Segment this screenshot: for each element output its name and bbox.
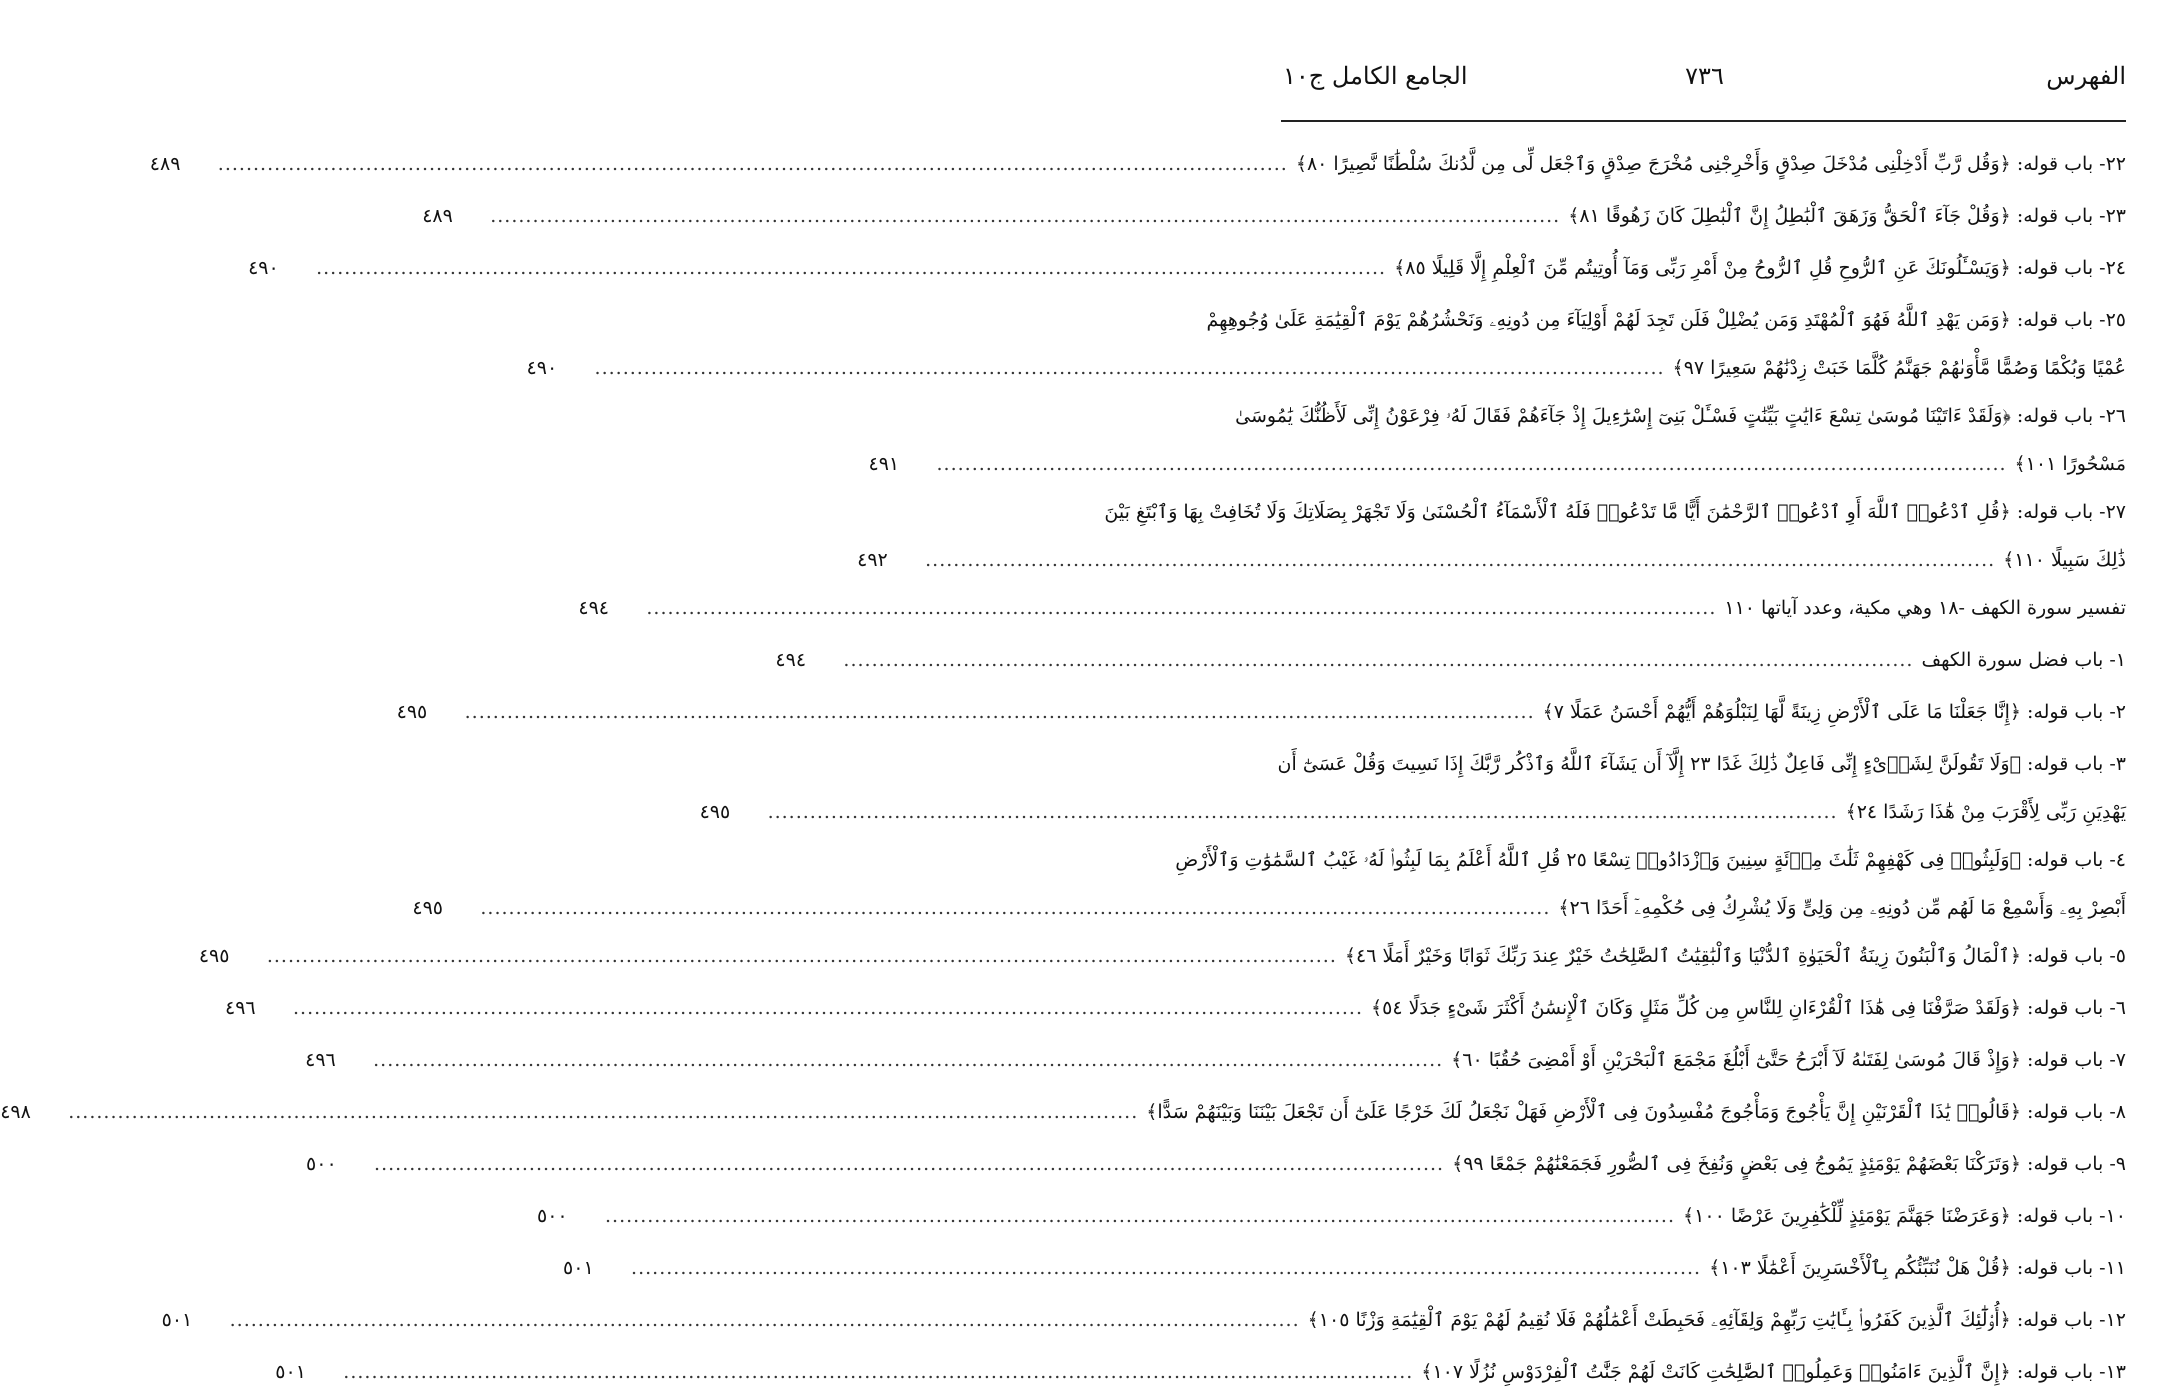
toc-page-number: ٤٩٤ [775,649,807,671]
toc-entry-line [1235,390,2126,442]
toc-entry-text: ١٠- باب قوله: ﴿وَعَرَضْنَا جَهَنَّمَ يَوْمَئِذٍ لِّلْكَٰفِرِينَ عَرْضًا ١٠٠﴾ [1683,1205,2126,1227]
leader-dots: ........................................................................................................................................................ [480,897,1551,919]
leader-dots: ........................................................................................................................................................ [767,801,1838,823]
toc-entry-line [868,442,2126,486]
leader-dots: ........................................................................................................................................................ [646,597,1717,619]
toc-page-number: ٤٩٥ [699,801,731,823]
leader-dots: ........................................................................................................................................................ [464,701,1535,723]
toc-page-number: ٤٩٢ [857,549,888,571]
toc-entry-text: ١١- باب قوله: ﴿قُلْ هَلْ نُنَبِّئُكُم بِٱلْأَخْسَرِينَ أَعْمَٰلًا ١٠٣﴾ [1709,1257,2126,1279]
toc-page-number: ٤٩١ [868,453,900,475]
leader-dots: ........................................................................................................................................................ [490,205,1561,227]
leader-dots: ........................................................................................................................................................ [373,1049,1444,1071]
toc-page-number: ٤٩٠ [526,357,558,379]
leader-dots: ........................................................................................................................................................ [229,1309,1300,1331]
leader-dots: ........................................................................................................................................................ [594,357,1665,379]
toc-entry-line [248,242,2126,294]
toc-page-number: ٥٠٠ [537,1205,568,1227]
toc-entry-line [775,634,2126,686]
toc-entry-text: ١- باب فضل سورة الكهف [1921,649,2126,671]
toc-entry-line [526,346,2126,390]
toc-page-number: ٥٠١ [563,1257,594,1279]
toc-entry-text: ٧- باب قوله: ﴿وَإِذْ قَالَ مُوسَىٰ لِفَتَىٰهُ لَآ أَبْرَحُ حَتَّىٰٓ أَبْلُغَ مَجْمَعَ ٱلْبَحْرَيْنِ أَوْ أَمْضِىَ حُقُبًا ٦٠﴾ [1451,1049,2126,1071]
toc-entry-text: ١٢- باب قوله: ﴿أُو۟لَٰٓئِكَ ٱلَّذِينَ كَفَرُوا۟ بِـَٔايَٰتِ رَبِّهِمْ وَلِقَآئِهِۦ فَحَبِطَتْ أَعْمَٰلُهُمْ فَلَا نُقِيمُ لَهُمْ يَوْمَ ٱلْقِيَٰمَةِ وَزْنًا ١٠٥﴾ [1307,1309,2126,1331]
toc-entry-line [422,190,2126,242]
toc-entry-line [563,1242,2126,1294]
toc-page-number: ٤٩٤ [578,597,609,619]
toc-entry-line [412,886,2126,930]
leader-dots: ........................................................................................................................................................ [217,153,1288,175]
toc-entry-line [161,1294,2126,1346]
toc-entry-text: ٢٧- باب قوله: ﴿قُلِ ٱدْعُوا۟ ٱللَّهَ أَوِ ٱدْعُوا۟ ٱلرَّحْمَٰنَ أَيًّا مَّا تَدْعُوا۟ فَلَهُ ٱلْأَسْمَآءُ ٱلْحُسْنَىٰ وَلَا تَجْهَرْ بِصَلَاتِكَ وَلَا تُخَافِتْ بِهَا وَٱبْتَغِ بَيْنَ [1104,501,2126,523]
toc-page-number: ٤٨٩ [422,205,453,227]
toc-entry-text: ٣- باب قوله: ﴿وَلَا تَقُولَنَّ لِشَا۟ىْءٍ إِنِّى فَاعِلٌ ذَٰلِكَ غَدًا ٢٣ إِلَّآ أَن يَشَآءَ ٱللَّهُ وَٱذْكُر رَّبَّكَ إِذَا نَسِيتَ وَقُلْ عَسَىٰٓ أَن [1277,753,2126,775]
leader-dots: ........................................................................................................................................................ [374,1153,1445,1175]
leader-dots: ........................................................................................................................................................ [936,453,2007,475]
leader-dots: ........................................................................................................................................................ [343,1361,1414,1383]
toc-page-number: ٤٩٠ [248,257,279,279]
toc-page-number: ٤٩٨ [0,1101,31,1123]
toc-entry-line [578,582,2126,634]
toc-entry-line [1104,486,2126,538]
toc-page-number: ٥٠١ [275,1361,306,1383]
leader-dots: ........................................................................................................................................................ [266,945,1337,967]
toc-entry-text: ٥- باب قوله: ﴿ٱلْمَالُ وَٱلْبَنُونَ زِينَةُ ٱلْحَيَوٰةِ ٱلدُّنْيَا وَٱلْبَٰقِيَٰتُ ٱلصَّٰلِحَٰتُ خَيْرٌ عِندَ رَبِّكَ ثَوَابًا وَخَيْرٌ أَمَلًا ٤٦﴾ [1344,945,2126,967]
toc-page-number: ٥٠٠ [306,1153,337,1175]
toc-entry-text: ١٣- باب قوله: ﴿إِنَّ ٱلَّذِينَ ءَامَنُوا۟ وَعَمِلُوا۟ ٱلصَّٰلِحَٰتِ كَانَتْ لَهُمْ جَنَّٰتُ ٱلْفِرْدَوْسِ نُزُلًا ١٠٧﴾ [1421,1361,2126,1383]
leader-dots: ........................................................................................................................................................ [293,997,1364,1019]
toc-entry-text: ٢٦- باب قوله: ﴿وَلَقَدْ ءَاتَيْنَا مُوسَىٰ تِسْعَ ءَايَٰتٍ بَيِّنَٰتٍ فَسْـَٔلْ بَنِىٓ إِسْرَٰٓءِيلَ إِذْ جَآءَهُمْ فَقَالَ لَهُۥ فِرْعَوْنُ إِنِّى لَأَظُنُّكَ يَٰمُوسَىٰ [1235,405,2126,427]
leader-dots: ........................................................................................................................................................ [631,1257,1702,1279]
toc-entry-line [305,1034,2126,1086]
toc-entry-line [1175,834,2126,886]
toc-page-number: ٤٩٦ [305,1049,336,1071]
toc-entry-text: ٢٥- باب قوله: ﴿وَمَن يَهْدِ ٱللَّهُ فَهُوَ ٱلْمُهْتَدِ وَمَن يُضْلِلْ فَلَن تَجِدَ لَهُمْ أَوْلِيَآءَ مِن دُونِهِۦ وَنَحْشُرُهُمْ يَوْمَ ٱلْقِيَٰمَةِ عَلَىٰ وُجُوهِهِمْ [1206,309,2126,331]
table-of-contents [0,138,2126,1398]
section-title: الفهرس [2046,62,2126,90]
toc-entry-text: ٦- باب قوله: ﴿وَلَقَدْ صَرَّفْنَا فِى هَٰذَا ٱلْقُرْءَانِ لِلنَّاسِ مِن كُلِّ مَثَلٍ وَكَانَ ٱلْإِنسَٰنُ أَكْثَرَ شَىْءٍ جَدَلًا ٥٤﴾ [1371,997,2126,1019]
toc-entry-text: مَسْحُورًا ١٠١﴾ [2014,453,2126,475]
leader-dots: ........................................................................................................................................................ [316,257,1387,279]
toc-page-number: ٤٩٥ [396,701,428,723]
leader-dots: ........................................................................................................................................................ [68,1101,1139,1123]
toc-entry-line [1277,738,2126,790]
toc-entry-text: ٢٤- باب قوله: ﴿وَيَسْـَٔلُونَكَ عَنِ ٱلرُّوحِ قُلِ ٱلرُّوحُ مِنْ أَمْرِ رَبِّى وَمَآ أُوتِيتُم مِّنَ ٱلْعِلْمِ إِلَّا قَلِيلًا ٨٥﴾ [1394,257,2126,279]
toc-entry-line [396,686,2126,738]
toc-entry-text: ٨- باب قوله: ﴿قَالُوا۟ يَٰذَا ٱلْقَرْنَيْنِ إِنَّ يَأْجُوجَ وَمَأْجُوجَ مُفْسِدُونَ فِى ٱلْأَرْضِ فَهَلْ نَجْعَلُ لَكَ خَرْجًا عَلَىٰٓ أَن تَجْعَلَ بَيْنَنَا وَبَيْنَهُمْ سَدًّا﴾ [1146,1101,2126,1123]
toc-page-number: ٤٩٦ [225,997,256,1019]
toc-entry-text: أَبْصِرْ بِهِۦ وَأَسْمِعْ مَا لَهُم مِّن دُونِهِۦ مِن وَلِىٍّ وَلَا يُشْرِكُ فِى حُكْمِهِۦٓ أَحَدًا ٢٦﴾ [1558,897,2126,919]
toc-entry-text: عُمْيًا وَبُكْمًا وَصُمًّا مَّأْوَىٰهُمْ جَهَنَّمُ كُلَّمَا خَبَتْ زِدْنَٰهُمْ سَعِيرًا ٩٧﴾ [1672,357,2126,379]
toc-entry-line [1206,294,2126,346]
toc-entry-line [857,538,2126,582]
book-title: الجامع الكامل ج١٠ [1283,62,1468,90]
leader-dots: ........................................................................................................................................................ [843,649,1914,671]
toc-entry-text: تفسير سورة الكهف -١٨ وهي مكية، وعدد آياتها ١١٠ [1724,597,2126,619]
page-header [1283,62,2126,102]
toc-entry-line [198,930,2126,982]
toc-page-number: ٤٩٥ [198,945,230,967]
toc-entry-line [225,982,2126,1034]
toc-entry-text: ٤- باب قوله: ﴿وَلَبِثُوا۟ فِى كَهْفِهِمْ ثَلَٰثَ مِا۟ئَةٍ سِنِينَ وَٱزْدَادُوا۟ تِسْعًا ٢٥ قُلِ ٱللَّهُ أَعْلَمُ بِمَا لَبِثُوا۟ لَهُۥ غَيْبُ ٱلسَّمَٰوَٰتِ وَٱلْأَرْضِ [1175,849,2126,871]
header-rule [1281,120,2126,122]
toc-entry-line [306,1138,2126,1190]
toc-page-number: ٤٨٩ [149,153,181,175]
toc-entry-text: ذَٰلِكَ سَبِيلًا ١١٠﴾ [2003,549,2126,571]
toc-page-number: ٥٠١ [161,1309,193,1331]
toc-page-number: ٤٩٥ [412,897,443,919]
toc-entry-line [0,1086,2126,1138]
toc-entry-text: ٩- باب قوله: ﴿وَتَرَكْنَا بَعْضَهُمْ يَوْمَئِذٍ يَمُوجُ فِى بَعْضٍ وَنُفِخَ فِى ٱلصُّورِ فَجَمَعْنَٰهُمْ جَمْعًا ٩٩﴾ [1452,1153,2126,1175]
page-number: ٧٣٦ [1685,62,1724,90]
toc-entry-text: ٢- باب قوله: ﴿إِنَّا جَعَلْنَا مَا عَلَى ٱلْأَرْضِ زِينَةً لَّهَا لِنَبْلُوَهُمْ أَيُّهُمْ أَحْسَنُ عَمَلًا ٧﴾ [1542,701,2126,723]
toc-entry-text: ٢٣- باب قوله: ﴿وَقُلْ جَآءَ ٱلْحَقُّ وَزَهَقَ ٱلْبَٰطِلُ إِنَّ ٱلْبَٰطِلَ كَانَ زَهُوقًا ٨١﴾ [1568,205,2126,227]
toc-entry-line [699,790,2126,834]
toc-entry-line [149,138,2126,190]
toc-entry-text: يَهْدِيَنِ رَبِّى لِأَقْرَبَ مِنْ هَٰذَا رَشَدًا ٢٤﴾ [1845,801,2126,823]
toc-entry-line [537,1190,2126,1242]
leader-dots: ........................................................................................................................................................ [605,1205,1676,1227]
toc-entry-line [275,1346,2126,1398]
leader-dots: ........................................................................................................................................................ [925,549,1996,571]
toc-entry-text: ٢٢- باب قوله: ﴿وَقُل رَّبِّ أَدْخِلْنِى مُدْخَلَ صِدْقٍ وَأَخْرِجْنِى مُخْرَجَ صِدْقٍ وَٱجْعَل لِّى مِن لَّدُنكَ سُلْطَٰنًا نَّصِيرًا ٨٠﴾ [1295,153,2126,175]
